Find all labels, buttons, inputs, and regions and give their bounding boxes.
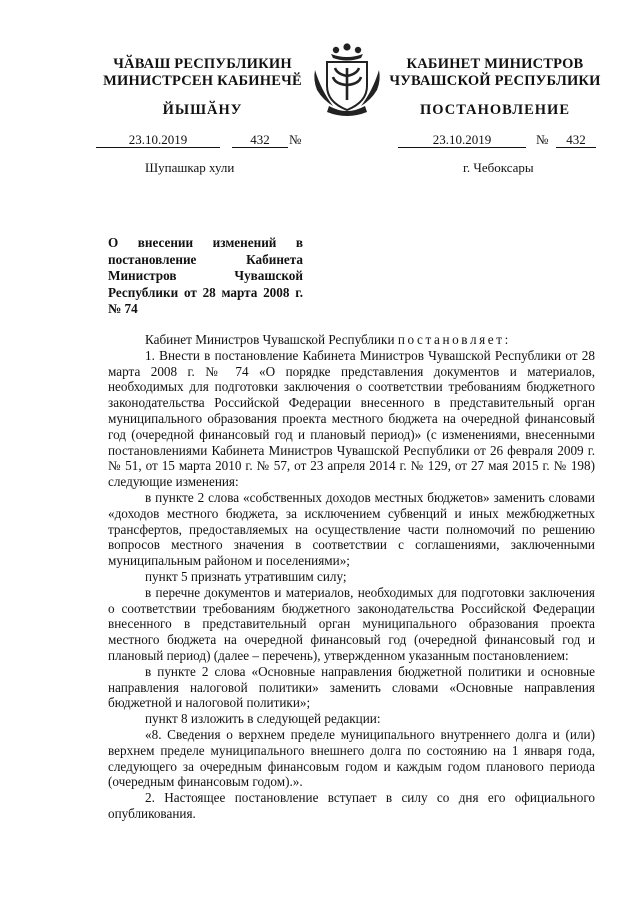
preamble bbox=[108, 332, 595, 348]
left-number-sign: № bbox=[289, 132, 302, 147]
preamble-text: Кабинет Министров Чувашской Республики bbox=[145, 332, 395, 347]
left-date-field bbox=[96, 132, 220, 148]
body-paragraph: 2. Настоящее постановление вступает в силу со дня его официального опубликования. bbox=[108, 790, 595, 821]
header-left-doc-type: ЙЫШӐНУ bbox=[162, 102, 243, 118]
header-left-line1: ЧӐВАШ РЕСПУБЛИКИН bbox=[113, 56, 292, 72]
body-paragraph: «8. Сведения о верхнем пределе муниципального внутреннего долга и (или) верхнем пределе муниципального внешнего долга по состоянию на 1 января года, следующего за очередным финансовым годом и каждым годом планового периода (очередным финансовым годом).». bbox=[108, 726, 595, 790]
left-date: 23.10.2019 bbox=[128, 132, 188, 147]
right-number-field bbox=[556, 132, 596, 148]
right-date-field bbox=[398, 132, 526, 148]
preamble-verb: постановляет: bbox=[397, 332, 511, 347]
document-title: О внесении изменений в постановление Кабинета Министров Чувашской Республики от 28 марта 2008 г. № 74 bbox=[108, 235, 303, 317]
chuvash-emblem-icon bbox=[307, 40, 387, 120]
right-city: г. Чебоксары bbox=[463, 160, 534, 175]
body-paragraph: в пункте 2 слова «собственных доходов местных бюджетов» заменить словами «доходов местного бюджета, за исключением субвенций и иных межбюджетных трансфертов, предоставляемых на осуществление части полномочий по решению вопросов местного значения в соответствии с соглашениями, заключенными муниципальным районом и поселениями»; bbox=[108, 489, 595, 569]
body-paragraph: в перечне документов и материалов, необходимых для подготовки заключения о соответствии требованиям бюджетного законодательства Российской Федерации внесенного в представительный орган муниципального образования проекта местного бюджета на очередной финансовый год (очередной финансовый год и плановый период) (далее – перечень), утвержденном указанным постановлением: bbox=[108, 584, 595, 663]
body-paragraph: пункт 8 изложить в следующей редакции: bbox=[145, 711, 381, 727]
header-left-line2: МИНИСТРСЕН КАБИНЕЧӖ bbox=[103, 73, 302, 89]
left-number: 432 bbox=[250, 132, 270, 147]
left-city: Шупашкар хули bbox=[145, 160, 235, 175]
header-right-doc-type: ПОСТАНОВЛЕНИЕ bbox=[419, 102, 570, 118]
body-paragraph: в пункте 2 слова «Основные направления бюджетной политики и основные направления налоговой политики» заменить словами «Основные направления бюджетной и налоговой политики»; bbox=[108, 663, 595, 711]
right-number-sign: № bbox=[536, 132, 549, 147]
header-right-line1: КАБИНЕТ МИНИСТРОВ bbox=[406, 56, 584, 72]
right-number: 432 bbox=[566, 132, 586, 147]
body-paragraph: 1. Внести в постановление Кабинета Министров Чувашской Республики от 28 марта 2008 г. № 74 «О порядке представления документов и материалов, необходимых для подготовки заключения о соответствии требованиям бюджетного законодательства Российской Федерации внесенного в представительный орган муниципального образования проекта местного бюджета на очередной финансовый год (очередной финансовый год и плановый период)» (с изменениями, внесенными постановлениями Кабинета Министров Чувашской Республики от 26 февраля 2009 г. № 51, от 15 марта 2010 г. № 57, от 23 апреля 2014 г. № 129, от 27 мая 2015 г. № 198) следующие изменения: bbox=[108, 347, 595, 490]
right-date: 23.10.2019 bbox=[432, 132, 492, 147]
body-paragraph: пункт 5 признать утратившим силу; bbox=[145, 568, 347, 584]
left-number-field bbox=[232, 132, 288, 148]
header-right-line2: ЧУВАШСКОЙ РЕСПУБЛИКИ bbox=[389, 73, 601, 89]
document-body bbox=[108, 332, 595, 822]
